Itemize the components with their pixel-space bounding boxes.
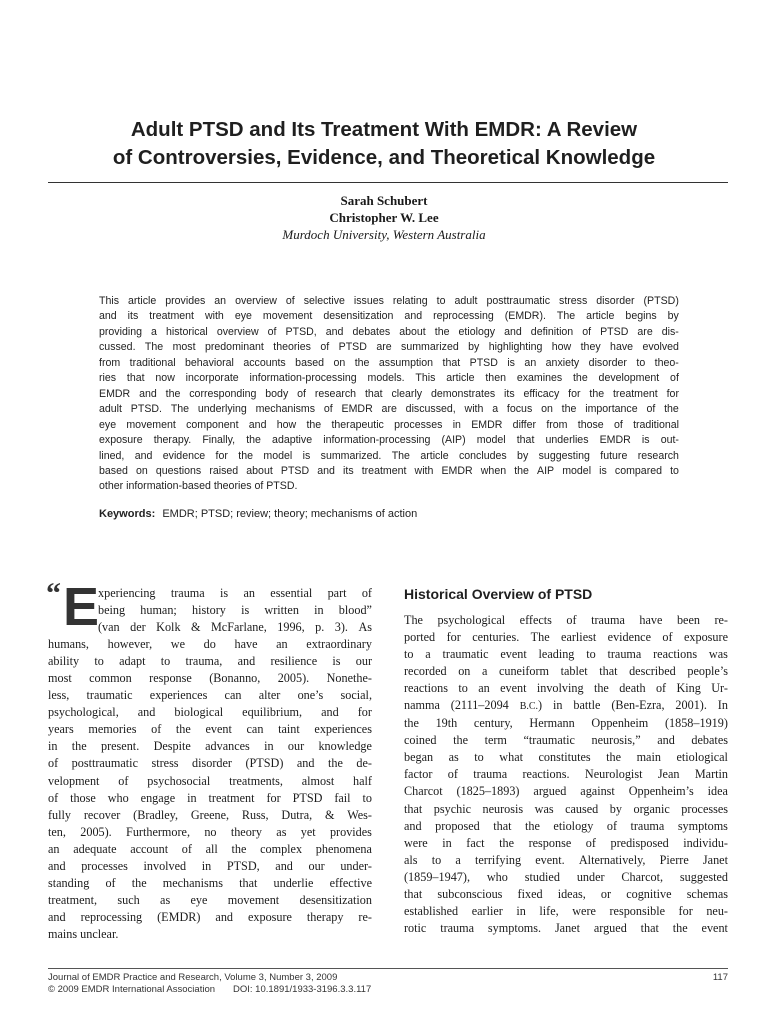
abstract-line: based on questions raised about PTSD and its treatment with EMDR when the AIP model is compared to [99,464,679,477]
abstract-line: from traditional behavioral accounts based on the assumption that PTSD is an anxiety disorder to theo- [99,356,679,369]
author-block [0,192,768,243]
body-line: less, traumatic experiences can alter one’s social, [48,688,372,703]
body-line: that subconscious fixed ideas, or cognitive schemas [404,886,728,901]
body-line: The psychological effects of trauma have been re- [404,613,728,627]
body-line: and processes involved in PTSD, and our under- [48,858,372,873]
body-line: reactions to an event involving the death of King Ur- [404,681,728,696]
body-line: and proposed that the etiology of trauma symptoms [404,818,728,833]
body-line: psychological, and biological equilibrium, and for [48,705,372,720]
abstract-line: lined, and evidence for the model is summarized. The article concludes by suggesting future research [99,449,679,462]
page-footer [48,972,728,996]
abstract-line: EMDR and the corresponding body of research that clearly demonstrates its efficacy for the treatment for [99,387,679,400]
body-line: in the present. Despite advances in our knowledge [48,739,372,754]
right-column-body [404,612,728,937]
body-line: coined the term “traumatic neurosis,” and debates [404,733,728,748]
body-line: standing of the mechanisms that underlie effective [48,875,372,890]
body-line: (1859–1947), who studied under Charcot, suggested [404,869,728,884]
drop-cap: E [63,577,100,637]
opening-quote-mark: “ [46,577,61,610]
abstract-line: providing a historical overview of PTSD, and debates about the etiology and definition of PTSD are dis- [99,325,679,338]
body-line: most common response (Bonanno, 2005). Nonethe- [48,671,372,686]
left-column-body [48,585,372,943]
abstract-line: ries that now incorporate information-processing models. This article then examines the development of [99,372,679,385]
abstract-line: cussed. The most predominant theories of PTSD are summarized by highlighting how they have evolved [99,341,679,354]
author-name: Sarah Schubert [340,193,428,208]
body-line: recorded on a cuneiform tablet that described people’s [404,664,728,679]
title-line-1: Adult PTSD and Its Treatment With EMDR: A Review [130,118,638,141]
journal-name: Journal of EMDR Practice and Research, Volume 3, Number 3, 2009 [48,972,338,983]
body-line: and reprocessing (EMDR) and exposure therapy re- [48,909,372,924]
body-line: velopment of psychosocial treatments, almost half [48,773,372,788]
body-line: als to a terrifying event. Alternatively, Pierre Janet [404,852,728,867]
author-name: Christopher W. Lee [329,210,439,225]
keywords-label: Keywords: [99,508,156,520]
article-title [40,116,728,172]
body-line: ability to adapt to trauma, and resilience is our [48,654,372,669]
body-line: being human; history is written in blood” [98,603,372,618]
body-line: established earlier in life, were responsible for neu- [404,903,728,918]
body-line: namma (2111–2094 B.C.) in battle (Ben-Ezra, 2001). In [404,698,728,713]
body-line: ten, 2005). Furthermore, no theory as yet provides [48,824,372,839]
abstract-line: adult PTSD. The underlying mechanisms of EMDR are discussed, with a focus on the importance of the [99,403,679,416]
title-rule [48,182,728,183]
body-line: were in fact the response of predisposed individu- [404,835,728,850]
abstract-line: other information-based theories of PTSD. [99,480,298,493]
keywords [99,507,417,522]
section-heading: Historical Overview of PTSD [404,586,593,602]
body-line: xperiencing trauma is an essential part of [98,586,372,600]
body-line: (van der Kolk & McFarlane, 1996, p. 3). As [98,620,372,635]
body-line: of those who engage in treatment for PTSD fail to [48,790,372,805]
body-line: an adequate account of all the complex phenomena [48,841,372,856]
title-line-2: of Controversies, Evidence, and Theoretical Knowledge [112,146,656,169]
body-line: fully recover (Bradley, Greene, Russ, Dutra, & Wes- [48,807,372,822]
page-number: 117 [712,972,728,983]
body-line: ported for centuries. The earliest evidence of exposure [404,630,728,645]
body-line: that psychic neurosis was caused by organic processes [404,801,728,816]
body-line: of posttraumatic stress disorder (PTSD) and the de- [48,756,372,771]
author-affiliation: Murdoch University, Western Australia [282,227,486,242]
body-line: humans, however, we do have an extraordinary [48,637,372,652]
keywords-text: EMDR; PTSD; review; theory; mechanisms of action [162,508,418,520]
doi: DOI: 10.1891/1933-3196.3.3.117 [233,984,372,995]
body-line: years memories of the event can taint experiences [48,722,372,737]
footer-rule [48,968,728,969]
abstract [99,294,679,495]
abstract-line: eye movement component and how the therapeutic processes in EMDR differ from those of traditional [99,418,679,431]
abstract-line: exposure therapy. Finally, the adaptive information-processing (AIP) model that underlies EMDR is out- [99,434,679,447]
body-line: mains unclear. [48,926,119,941]
body-line: treatment, such as eye movement desensitization [48,892,372,907]
copyright-notice: © 2009 EMDR International Association [48,984,216,995]
body-line: rotic trauma symptoms. Janet argued that the event [404,920,728,935]
abstract-line: This article provides an overview of selective issues relating to adult posttraumatic stress disorder (PTSD) [99,295,679,307]
body-line: began as to what constitutes the main etiological [404,750,728,765]
body-line: the 19th century, Hermann Oppenheim (1858–1919) [404,716,728,731]
body-line: to a traumatic event leading to trauma reactions was [404,647,728,662]
abstract-line: and its treatment with eye movement desensitization and reprocessing (EMDR). The article begins by [99,310,679,323]
body-line: factor of trauma reactions. Neurologist Jean Martin [404,767,728,782]
body-line: Charcot (1825–1893) argued against Oppenheim’s idea [404,784,728,799]
